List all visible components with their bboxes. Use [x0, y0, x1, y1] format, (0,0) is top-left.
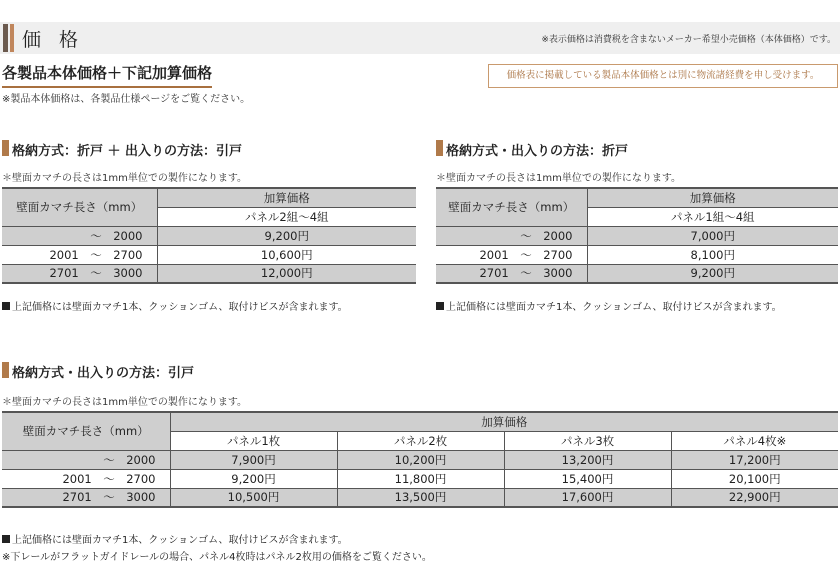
page-title: 価 格: [22, 29, 85, 51]
price-cell: 17,200円: [671, 450, 838, 469]
section1-col-label: 壁面カマチ長さ（mm）: [2, 188, 157, 226]
section3-sub-header: パネル3枚: [504, 431, 671, 450]
price-cell: 7,000円: [587, 226, 838, 245]
section3-footnote-1: 上記価格には壁面カマチ1本、クッションゴム、取付けビスが含まれます。: [2, 531, 348, 546]
section3-group-header: 加算価格: [170, 412, 838, 431]
price-cell: 12,000円: [157, 264, 416, 283]
section3-title: 格納方式・出入りの方法：引戸: [2, 362, 194, 381]
section2-group-header: 加算価格: [587, 188, 838, 207]
table-row: 2001 ～ 2700 10,600円: [2, 245, 416, 264]
table-row: ～ 2000 7,000円: [436, 226, 838, 245]
section1-footnote: 上記価格には壁面カマチ1本、クッションゴム、取付けビスが含まれます。: [2, 298, 348, 313]
section3-sub-header: パネル4枚※: [671, 431, 838, 450]
price-cell: 13,200円: [504, 450, 671, 469]
price-cell: 13,500円: [337, 488, 504, 507]
section3-sub-header: パネル2枚: [337, 431, 504, 450]
section1-title: 格納方式：折戸 ＋ 出入りの方法：引戸: [2, 140, 242, 159]
price-cell: 15,400円: [504, 469, 671, 488]
section1-group-header: 加算価格: [157, 188, 416, 207]
tax-note: ※表示価格は消費税を含まないメーカー希望小売価格（本体価格）です。: [541, 35, 836, 45]
table-row: 2001 ～ 2700 9,200円 11,800円 15,400円 20,100円: [2, 469, 838, 488]
section1-table: [2, 187, 416, 284]
price-cell: 9,200円: [587, 264, 838, 283]
table-row: 2001 ～ 2700 8,100円: [436, 245, 838, 264]
section3-footnote-2: ※下レールがフラットガイドレールの場合、パネル4枚時はパネル2枚用の価格をご覧ください。: [2, 552, 432, 563]
header-accent-bar-2: [10, 24, 14, 52]
intro-heading: 各製品本体価格＋下記加算価格: [2, 62, 212, 88]
section2-footnote: 上記価格には壁面カマチ1本、クッションゴム、取付けビスが含まれます。: [436, 298, 782, 313]
section3-sub-header: パネル1枚: [170, 431, 337, 450]
bullet-square-icon: [2, 535, 10, 543]
section2-title: 格納方式・出入りの方法：折戸: [436, 140, 628, 159]
bullet-square-icon: [2, 302, 10, 310]
section3-note: ＊壁面カマチの長さは1mm単位での製作になります。: [2, 397, 248, 408]
price-cell: 8,100円: [587, 245, 838, 264]
bullet-square-icon: [436, 302, 444, 310]
section1-note: ＊壁面カマチの長さは1mm単位での製作になります。: [2, 173, 248, 184]
section2-sub-header: パネル1組～4組: [587, 207, 838, 226]
section2-table: [436, 187, 838, 284]
price-cell: 11,800円: [337, 469, 504, 488]
price-cell: 10,600円: [157, 245, 416, 264]
header-accent-bar: [3, 24, 8, 52]
price-cell: 7,900円: [170, 450, 337, 469]
section3-col-label: 壁面カマチ長さ（mm）: [2, 412, 170, 450]
table-row: 2701 ～ 3000 10,500円 13,500円 17,600円 22,900円: [2, 488, 838, 507]
section1-sub-header: パネル2組～4組: [157, 207, 416, 226]
table-row: 2701 ～ 3000 12,000円: [2, 264, 416, 283]
price-cell: 9,200円: [170, 469, 337, 488]
price-cell: 17,600円: [504, 488, 671, 507]
table-row: ～ 2000 9,200円: [2, 226, 416, 245]
section2-note: ＊壁面カマチの長さは1mm単位での製作になります。: [436, 173, 682, 184]
page-header: [0, 22, 840, 54]
price-cell: 10,500円: [170, 488, 337, 507]
price-cell: 22,900円: [671, 488, 838, 507]
table-row: ～ 2000 7,900円 10,200円 13,200円 17,200円: [2, 450, 838, 469]
section3-table: [2, 411, 838, 508]
section2-col-label: 壁面カマチ長さ（mm）: [436, 188, 587, 226]
table-row: 2701 ～ 3000 9,200円: [436, 264, 838, 283]
price-cell: 9,200円: [157, 226, 416, 245]
price-cell: 20,100円: [671, 469, 838, 488]
logistics-note: 価格表に掲載している製品本体価格とは別に物流諸経費を申し受けます。: [488, 64, 838, 88]
price-cell: 10,200円: [337, 450, 504, 469]
intro-note: ※製品本体価格は、各製品仕様ページをご覧ください。: [2, 94, 251, 105]
